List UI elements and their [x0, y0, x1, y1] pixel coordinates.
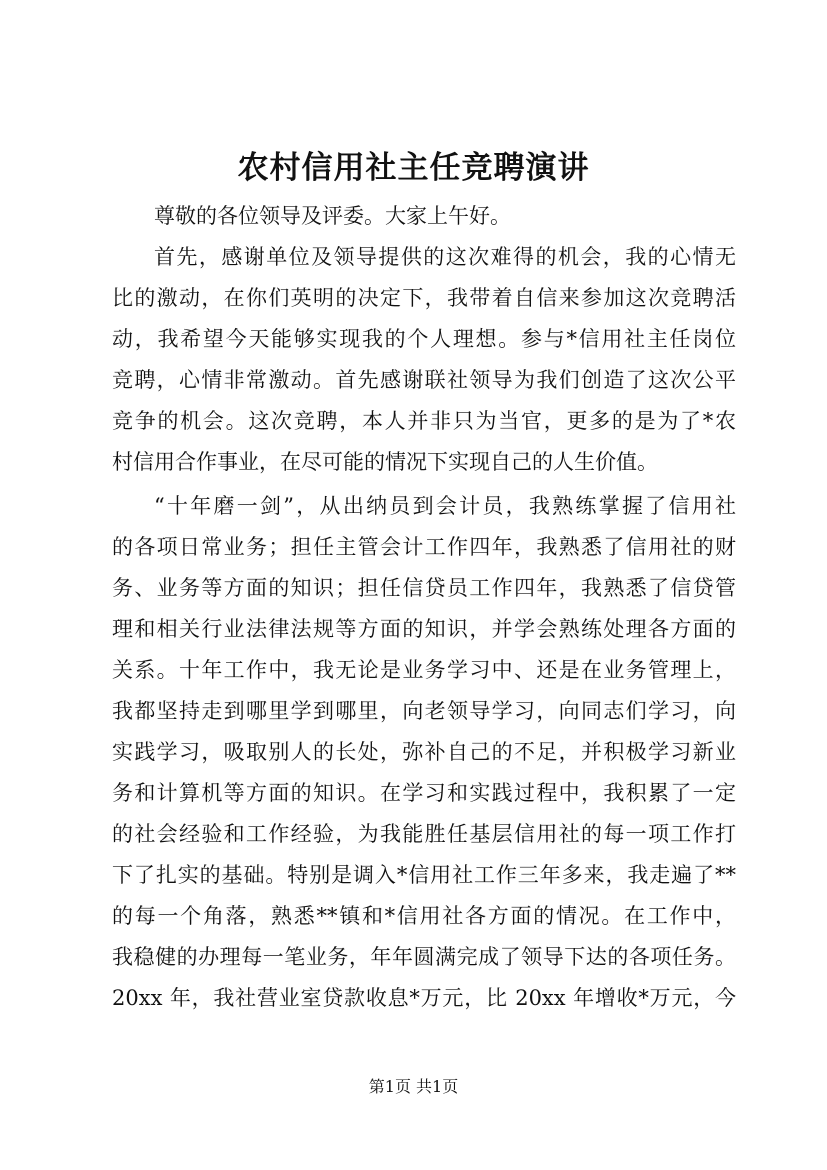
body-line: 务和计算机等方面的知识。在学习和实践过程中，我积累了一定: [112, 781, 736, 805]
body-line: 首先，感谢单位及领导提供的这次难得的机会，我的心情无: [154, 245, 736, 269]
body-line: 实践学习，吸取别人的长处，弥补自己的不足，并积极学习新业: [112, 740, 736, 764]
document-title: 农村信用社主任竞聘演讲: [237, 150, 590, 186]
body-line: 理和相关行业法律法规等方面的知识，并学会熟练处理各方面的: [112, 617, 736, 641]
body-line: “十年磨一剑”，从出纳员到会计员，我熟练掌握了信用社: [154, 494, 736, 518]
body-line: 20xx 年，我社营业室贷款收息*万元，比 20xx 年增收*万元，今: [112, 986, 736, 1010]
body-line: 的社会经验和工作经验，为我能胜任基层信用社的每一项工作打: [112, 822, 736, 846]
body-line: 务、业务等方面的知识；担任信贷员工作四年，我熟悉了信贷管: [112, 576, 736, 600]
greeting-line: 尊敬的各位领导及评委。大家上午好。: [154, 204, 511, 228]
body-line: 村信用合作事业，在尽可能的情况下实现自己的人生价值。: [112, 450, 658, 474]
body-line: 我都坚持走到哪里学到哪里，向老领导学习，向同志们学习，向: [112, 699, 736, 723]
body-line: 竞争的机会。这次竞聘，本人并非只为当官，更多的是为了*农: [112, 409, 736, 433]
body-line: 竞聘，心情非常激动。首先感谢联社领导为我们创造了这次公平: [112, 368, 736, 392]
body-line: 的每一个角落，熟悉**镇和*信用社各方面的情况。在工作中，: [112, 904, 736, 928]
body-line: 动，我希望今天能够实现我的个人理想。参与*信用社主任岗位: [112, 327, 736, 351]
body-line: 关系。十年工作中，我无论是业务学习中、还是在业务管理上，: [112, 658, 736, 682]
body-line: 下了扎实的基础。特别是调入*信用社工作三年多来，我走遍了**: [112, 863, 736, 887]
page-number: 第1页 共1页: [368, 1077, 459, 1096]
body-line: 比的激动，在你们英明的决定下，我带着自信来参加这次竞聘活: [112, 286, 736, 310]
body-line: 我稳健的办理每一笔业务，年年圆满完成了领导下达的各项任务。: [112, 945, 736, 969]
body-line: 的各项日常业务；担任主管会计工作四年，我熟悉了信用社的财: [112, 535, 736, 559]
